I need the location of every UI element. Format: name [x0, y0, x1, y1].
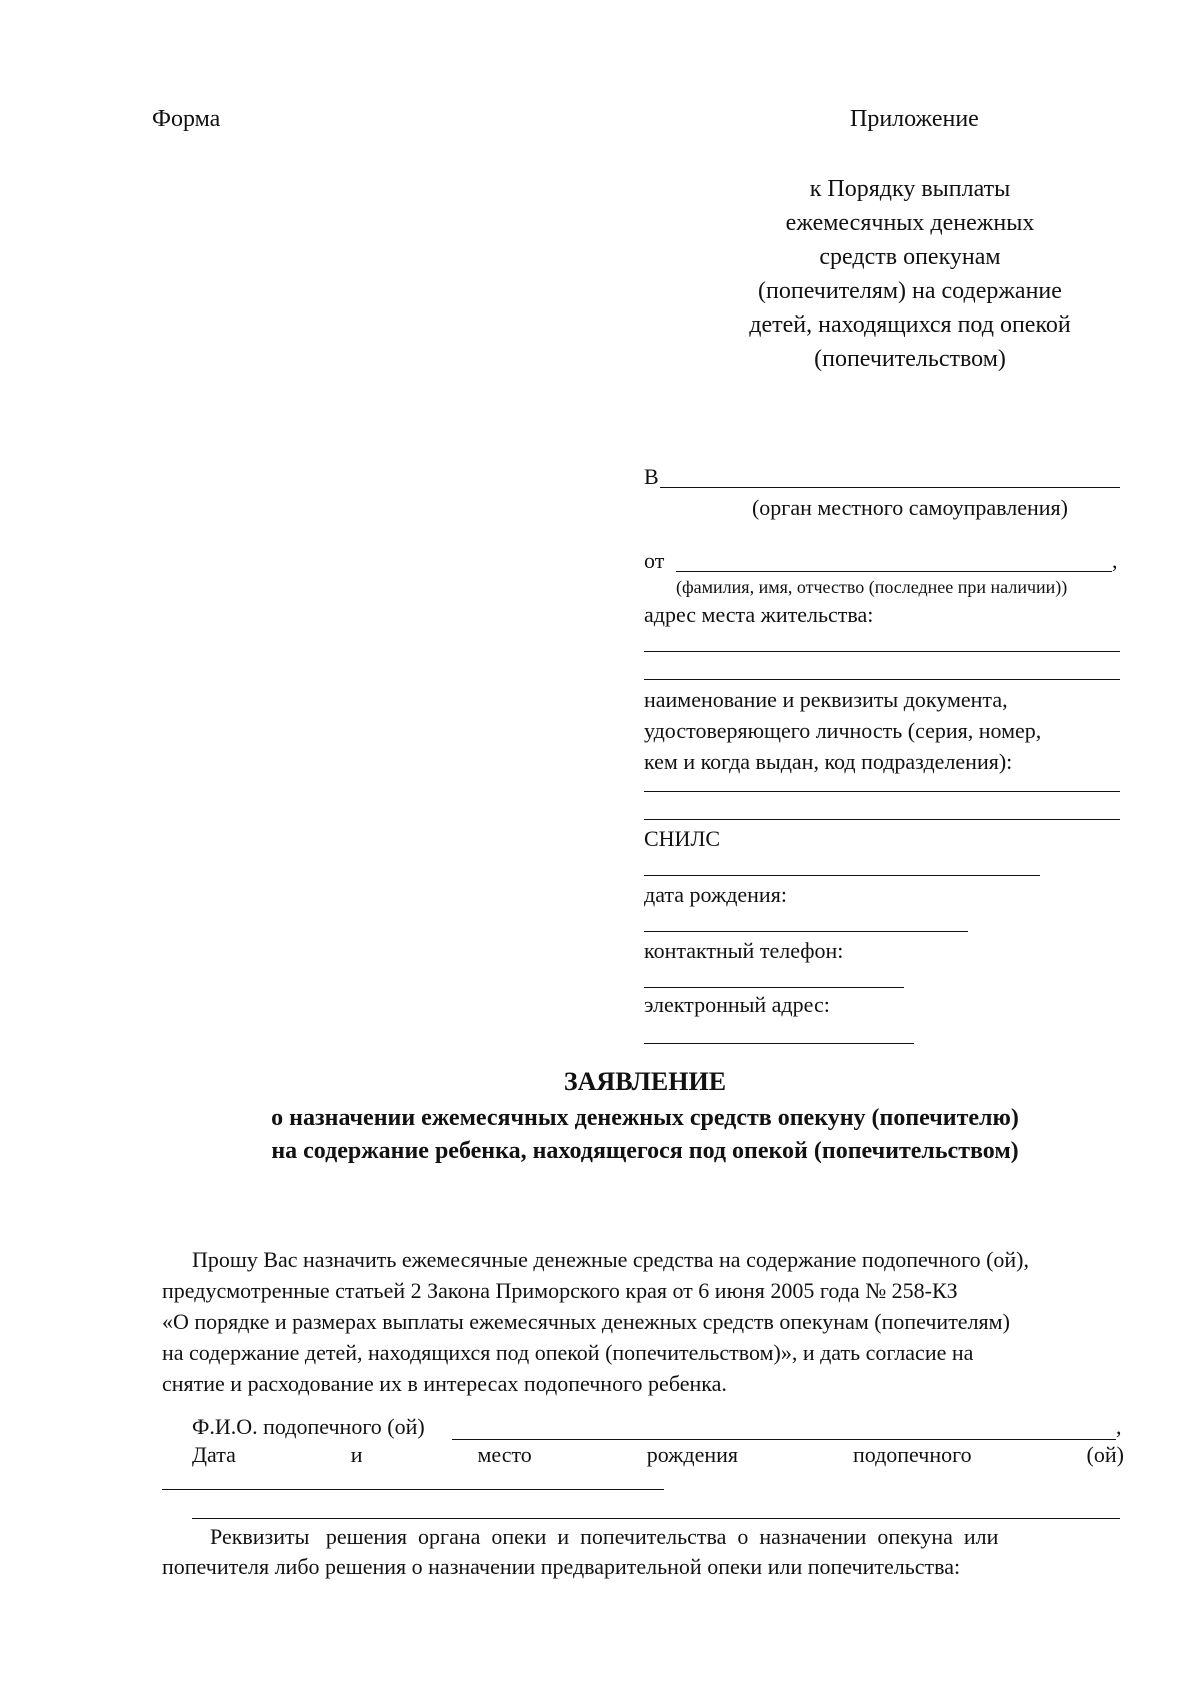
decision-paragraph	[162, 1522, 1124, 1582]
birth-word: подопечного	[852, 1442, 972, 1467]
birth-date-line[interactable]	[644, 931, 968, 932]
ward-name-label: Ф.И.О. подопечного (ой)	[192, 1414, 425, 1439]
appendix-line: детей, находящихся под опекой	[749, 312, 1071, 338]
paragraph-line: «О порядке и размерах выплаты ежемесячных денежных средств опекунам (попечителям)	[162, 1309, 1010, 1334]
birth-word: Дата	[192, 1442, 236, 1467]
paragraph-line: Прошу Вас назначить ежемесячные денежные средства на содержание подопечного (ой),	[192, 1247, 1029, 1272]
birth-place-label	[192, 1442, 1124, 1468]
document-line-2[interactable]	[644, 819, 1120, 820]
ward-name-comma: ,	[1116, 1414, 1122, 1439]
document-line-1[interactable]	[644, 791, 1120, 792]
birth-word: (ой)	[1086, 1442, 1124, 1467]
birth-date-label: дата рождения:	[644, 882, 787, 907]
paragraph-line: снятие и расходование их в интересах подопечного ребенка.	[162, 1371, 727, 1396]
appendix-reference	[700, 172, 1120, 376]
document-label-line: наименование и реквизиты документа,	[644, 687, 1008, 712]
to-prefix: В	[644, 464, 659, 489]
appendix-line: к Порядку выплаты	[809, 176, 1011, 202]
appendix-label: Приложение	[850, 106, 979, 132]
birth-place-line-1[interactable]	[162, 1489, 664, 1490]
decision-line: Реквизиты решения органа опеки и попечительства о назначении опекуна или	[210, 1524, 999, 1549]
appendix-line: ежемесячных денежных	[785, 210, 1035, 236]
birth-word: и	[350, 1442, 363, 1467]
appendix-line: средств опекунам	[819, 244, 1001, 270]
document-subtitle-line-1: о назначении ежемесячных денежных средств опекуну (попечителю)	[271, 1105, 1019, 1131]
decision-line: попечителя либо решения о назначении предварительной опеки или попечительства:	[162, 1554, 961, 1579]
document-title: ЗАЯВЛЕНИЕ	[563, 1067, 727, 1096]
document-label	[644, 684, 1041, 777]
snils-line[interactable]	[644, 875, 1040, 876]
birth-word: место	[477, 1442, 532, 1467]
request-paragraph	[162, 1244, 1124, 1399]
document-label-line: кем и когда выдан, код подразделения):	[644, 749, 1013, 774]
address-label: адрес места жительства:	[644, 602, 874, 627]
paragraph-line: на содержание детей, находящихся под опекой (попечительством)», и дать согласие на	[162, 1340, 974, 1365]
birth-place-line-2[interactable]	[192, 1518, 1120, 1519]
address-line-2[interactable]	[644, 679, 1120, 680]
document-subtitle-line-2: на содержание ребенка, находящегося под опекой (попечительством)	[271, 1138, 1019, 1164]
birth-word: рождения	[646, 1442, 739, 1467]
from-field-line[interactable]	[676, 571, 1112, 572]
from-caption: (фамилия, имя, отчество (последнее при наличии))	[676, 577, 1068, 597]
address-line-1[interactable]	[644, 651, 1120, 652]
phone-label: контактный телефон:	[644, 938, 844, 963]
appendix-line: (попечителям) на содержание	[758, 278, 1062, 304]
appendix-line: (попечительством)	[814, 346, 1006, 372]
form-label: Форма	[152, 106, 221, 132]
email-label: электронный адрес:	[644, 992, 830, 1017]
phone-line[interactable]	[644, 987, 904, 988]
from-prefix: от	[644, 548, 665, 573]
email-line[interactable]	[644, 1043, 914, 1044]
to-caption: (орган местного самоуправления)	[751, 495, 1068, 520]
ward-name-line[interactable]	[452, 1439, 1116, 1440]
to-field-line[interactable]	[660, 487, 1120, 488]
from-comma: ,	[1112, 548, 1118, 573]
snils-label: СНИЛС	[644, 826, 721, 851]
document-label-line: удостоверяющего личность (серия, номер,	[644, 718, 1042, 743]
paragraph-line: предусмотренные статьей 2 Закона Приморского края от 6 июня 2005 года № 258-КЗ	[162, 1278, 958, 1303]
